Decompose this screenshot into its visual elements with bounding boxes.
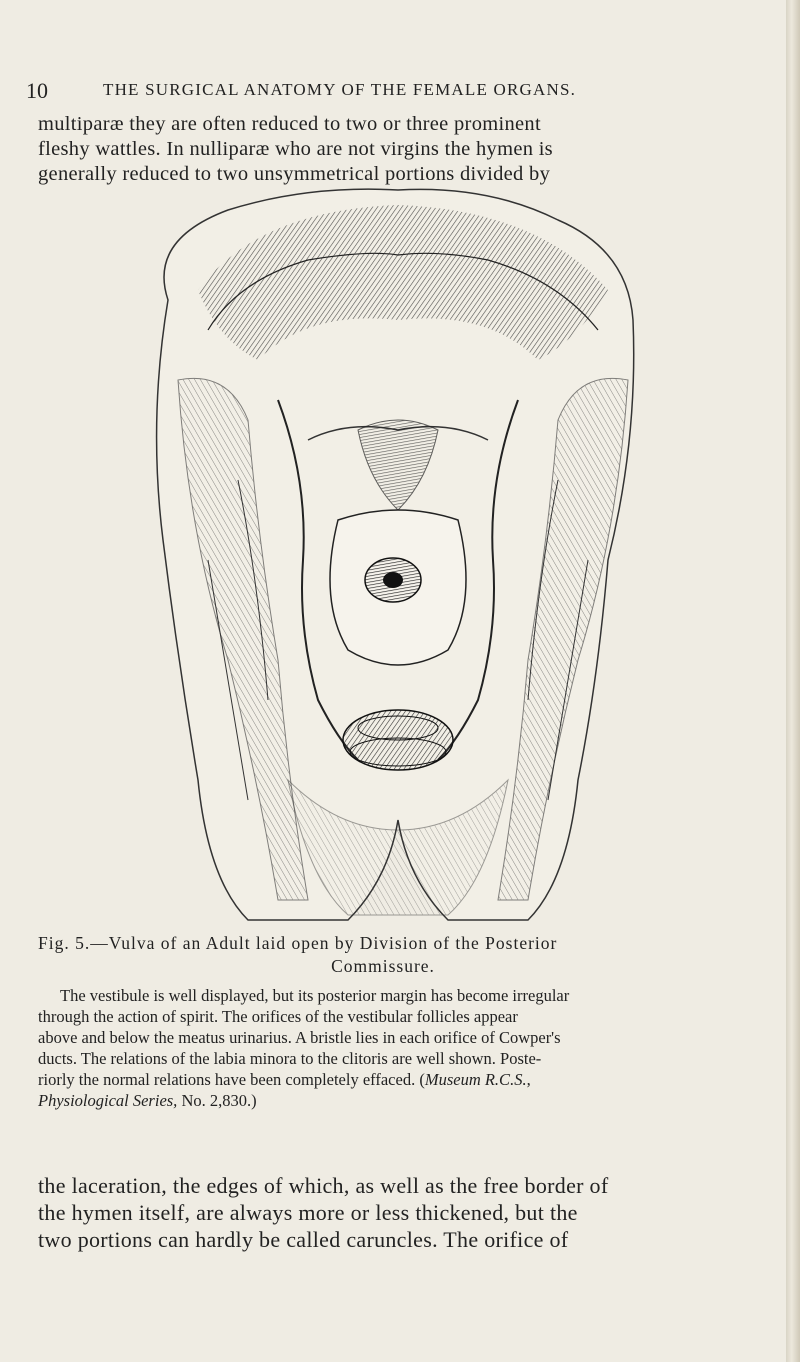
series-reference: Physiological Series, (38, 1091, 178, 1110)
top-paragraph (38, 112, 758, 187)
caption-line: The vestibule is well displayed, but its posterior margin has become irregular (60, 986, 570, 1005)
text-line: two portions can hardly be called caruncles. The orifice of (38, 1227, 569, 1252)
caption-line: above and below the meatus urinarius. A bristle lies in each orifice of Cowper's (38, 1028, 561, 1047)
anatomical-illustration (108, 180, 683, 925)
bottom-paragraph (38, 1172, 758, 1253)
caption-line: riorly the normal relations have been completely effaced. (Museum R.C.S., (38, 1070, 531, 1089)
text-line: the hymen itself, are always more or less thickened, but the (38, 1200, 578, 1225)
text-line: multiparæ they are often reduced to two or three prominent (38, 113, 541, 135)
caption-line: through the action of spirit. The orifices of the vestibular follicles appear (38, 1007, 518, 1026)
figure-caption-title (38, 932, 758, 978)
text-line: fleshy wattles. In nulliparæ who are not virgins the hymen is (38, 138, 553, 160)
text-line: the laceration, the edges of which, as well as the free border of (38, 1173, 609, 1198)
figure-caption-body (38, 985, 762, 1111)
caption-title-line: Commissure. (331, 956, 435, 976)
caption-title-line: Fig. 5.—Vulva of an Adult laid open by Division of the Posterior (38, 933, 558, 953)
book-edge (786, 0, 800, 1362)
page-number: 10 (26, 78, 48, 103)
text-line: generally reduced to two unsymmetrical portions divided by (38, 163, 551, 185)
museum-reference: Museum R.C.S. (424, 1070, 527, 1089)
running-head: THE SURGICAL ANATOMY OF THE FEMALE ORGANS. (103, 80, 577, 99)
caption-line: ducts. The relations of the labia minora to the clitoris are well shown. Poste- (38, 1049, 542, 1068)
caption-line: Physiological Series, No. 2,830.) (38, 1091, 257, 1110)
